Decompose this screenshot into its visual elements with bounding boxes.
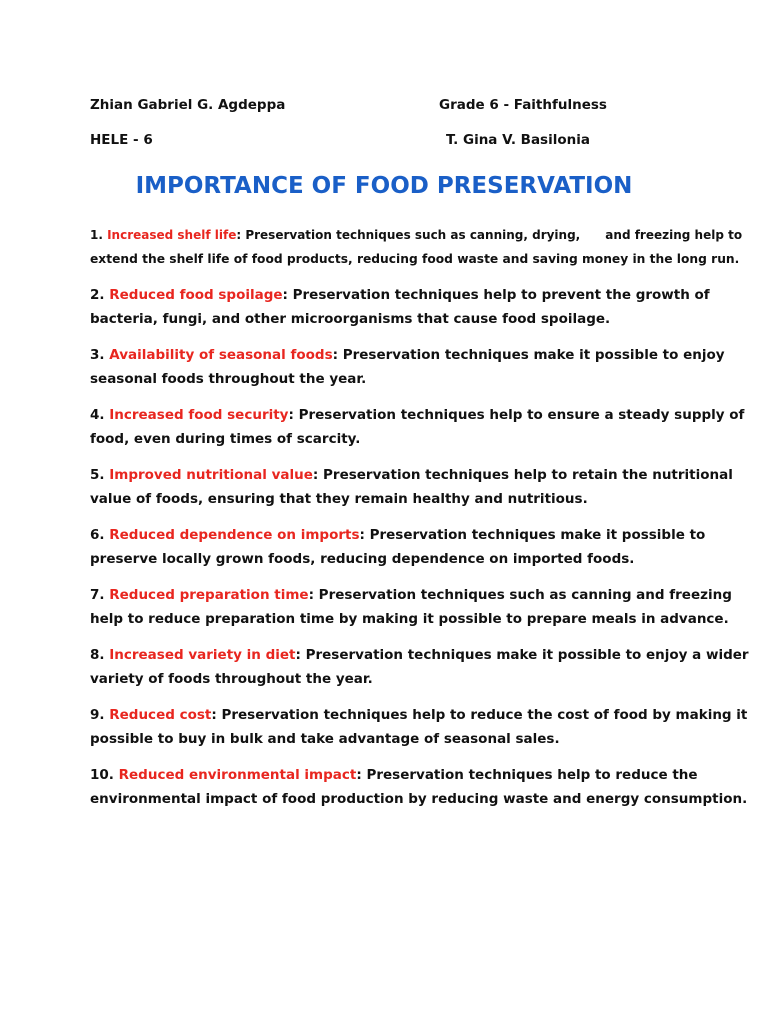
grade-section: Grade 6 - Faithfulness xyxy=(439,97,607,113)
item-first-line xyxy=(90,703,750,727)
item-description: : Preservation techniques make it possible to enjoy xyxy=(332,347,725,363)
item-continuation: variety of foods throughout the year. xyxy=(90,671,373,687)
item-first-line xyxy=(90,523,750,547)
list-item xyxy=(90,763,750,811)
item-continuation: value of foods, ensuring that they remain healthy and nutritious. xyxy=(90,491,588,507)
item-number: 9. xyxy=(90,707,110,723)
item-description: : Preservation techniques such as canning and freezing xyxy=(308,587,732,603)
item-term: Availability of seasonal foods xyxy=(109,347,333,363)
item-term: Improved nutritional value xyxy=(109,467,313,483)
item-description: : Preservation techniques make it possible to xyxy=(359,527,706,543)
list-item xyxy=(90,223,750,271)
importance-list xyxy=(90,223,750,823)
subject-code: HELE - 6 xyxy=(90,132,153,148)
item-number: 3. xyxy=(90,347,110,363)
item-number: 4. xyxy=(90,407,110,423)
list-item xyxy=(90,643,750,691)
item-continuation: preserve locally grown foods, reducing dependence on imported foods. xyxy=(90,551,635,567)
item-description: : Preservation techniques help to ensure a steady supply of xyxy=(288,407,745,423)
item-number: 6. xyxy=(90,527,110,543)
item-continuation: food, even during times of scarcity. xyxy=(90,431,361,447)
item-number: 1. xyxy=(90,228,108,242)
item-description: : Preservation techniques help to reduce the xyxy=(356,767,698,783)
item-description: : Preservation techniques help to reduce the cost of food by making it xyxy=(211,707,748,723)
item-term: Reduced preparation time xyxy=(109,587,309,603)
list-item xyxy=(90,283,750,331)
item-continuation: help to reduce preparation time by making it possible to prepare meals in advance. xyxy=(90,611,729,627)
item-continuation: extend the shelf life of food products, reducing food waste and saving money in the long run. xyxy=(90,252,740,266)
item-description: : Preservation techniques help to retain the nutritional xyxy=(312,467,733,483)
item-term: Increased food security xyxy=(109,407,289,423)
item-term: Reduced food spoilage xyxy=(109,287,283,303)
item-description: : Preservation techniques help to prevent the growth of xyxy=(282,287,710,303)
item-first-line xyxy=(90,463,750,487)
item-term: Reduced environmental impact xyxy=(118,767,357,783)
list-item xyxy=(90,523,750,571)
item-first-line xyxy=(90,583,750,607)
item-number: 8. xyxy=(90,647,110,663)
item-continuation: seasonal foods throughout the year. xyxy=(90,371,367,387)
item-continuation: environmental impact of food production by reducing waste and energy consumption. xyxy=(90,791,748,807)
list-item xyxy=(90,583,750,631)
item-first-line xyxy=(90,403,750,427)
item-first-line xyxy=(90,343,750,367)
student-name: Zhian Gabriel G. Agdeppa xyxy=(90,97,286,113)
item-term: Reduced dependence on imports xyxy=(109,527,360,543)
item-description: : Preservation techniques such as canning, drying, and freezing help to xyxy=(236,228,743,242)
item-term: Increased shelf life xyxy=(107,228,237,242)
item-continuation: possible to buy in bulk and take advantage of seasonal sales. xyxy=(90,731,560,747)
item-number: 7. xyxy=(90,587,110,603)
list-item xyxy=(90,343,750,391)
item-description: : Preservation techniques make it possible to enjoy a wider xyxy=(295,647,749,663)
item-first-line xyxy=(90,763,750,787)
list-item xyxy=(90,703,750,751)
item-term: Increased variety in diet xyxy=(109,647,296,663)
item-number: 2. xyxy=(90,287,110,303)
item-term: Reduced cost xyxy=(109,707,212,723)
list-item xyxy=(90,403,750,451)
teacher-name: T. Gina V. Basilonia xyxy=(446,132,590,148)
list-item xyxy=(90,463,750,511)
item-number: 5. xyxy=(90,467,110,483)
item-continuation: bacteria, fungi, and other microorganisms that cause food spoilage. xyxy=(90,311,611,327)
item-number: 10. xyxy=(90,767,119,783)
item-first-line xyxy=(90,283,750,307)
item-first-line xyxy=(90,643,750,667)
item-first-line xyxy=(90,223,750,247)
page-title: IMPORTANCE OF FOOD PRESERVATION xyxy=(135,173,633,199)
